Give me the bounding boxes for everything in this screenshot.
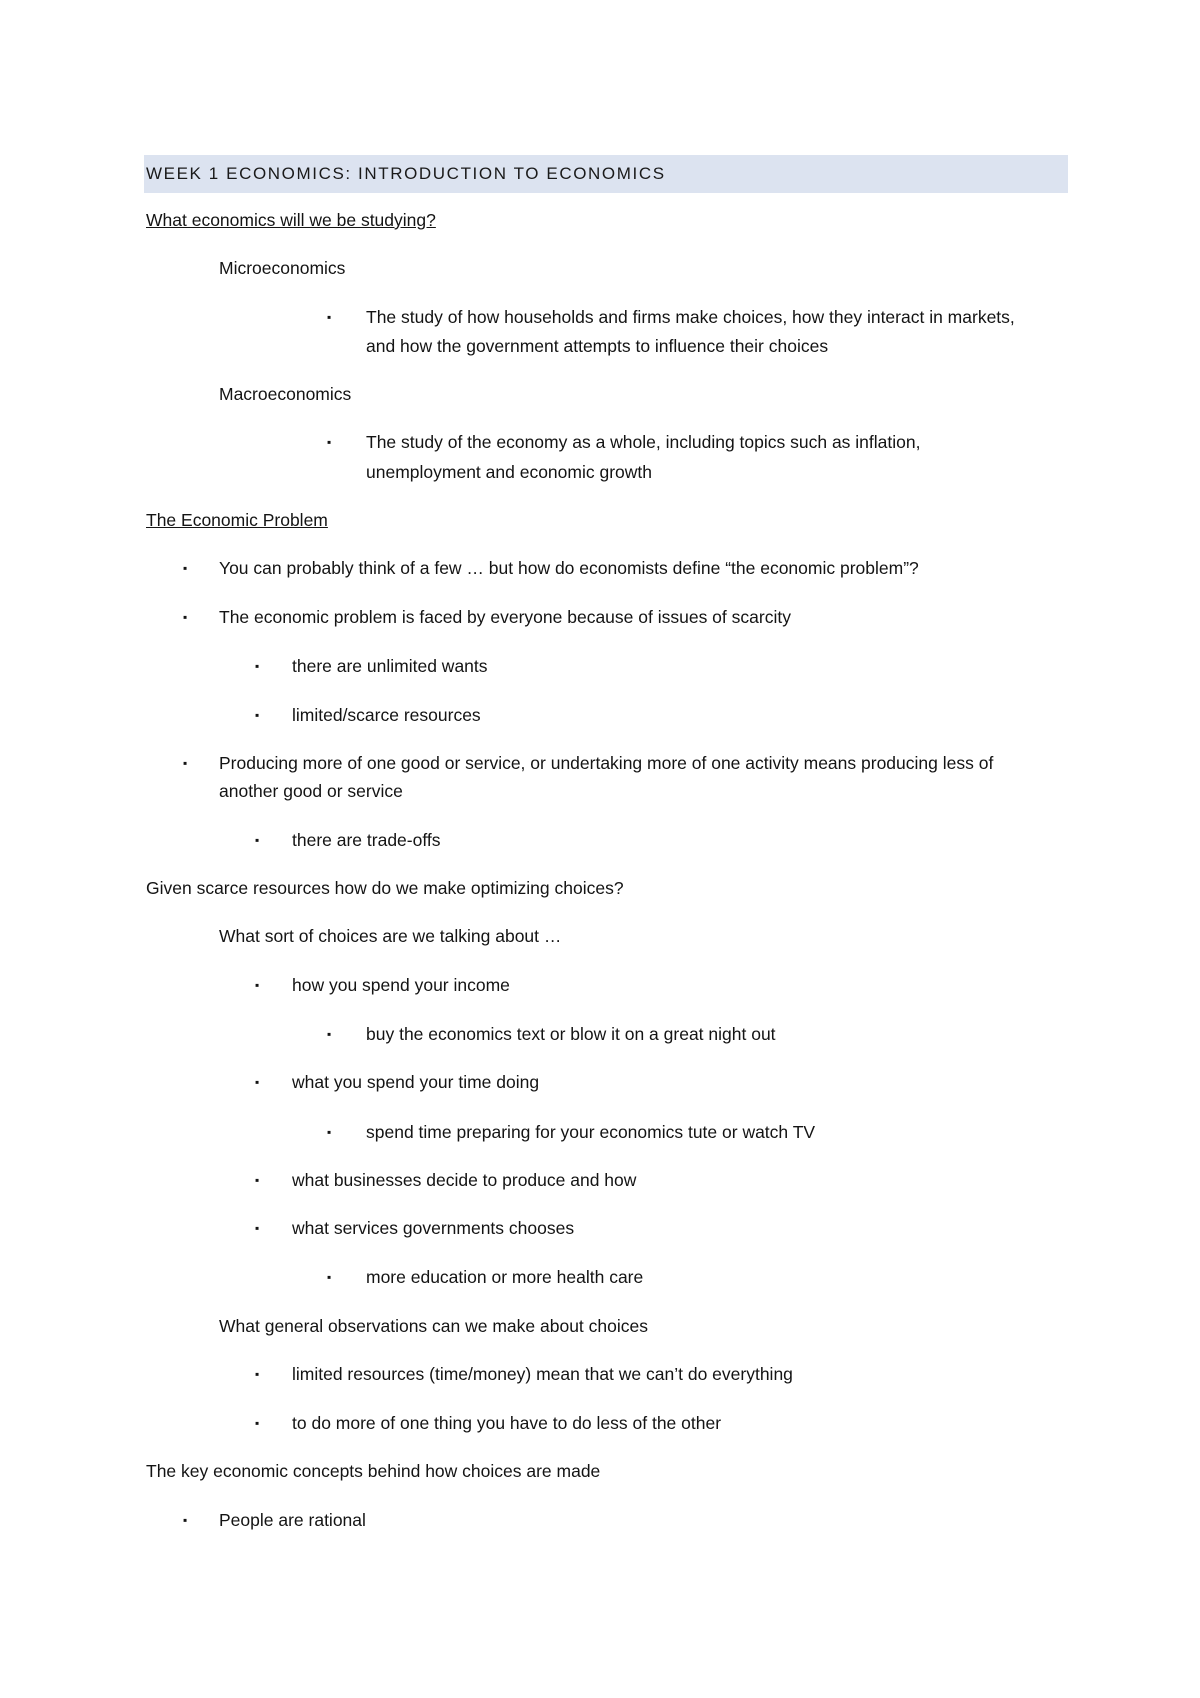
bullet-icon: ▪ — [183, 756, 188, 770]
bullet-icon: ▪ — [327, 1027, 332, 1041]
bullet-icon: ▪ — [255, 978, 260, 992]
heading-key-concepts: The key economic concepts behind how choices are made — [146, 1461, 601, 1481]
observation-item: to do more of one thing you have to do less of the other — [292, 1413, 722, 1433]
choices-label: What sort of choices are we talking about … — [219, 926, 562, 946]
heading-optimizing-choices: Given scarce resources how do we make optimizing choices? — [146, 878, 624, 898]
micro-definition-line-1: The study of how households and firms make choices, how they interact in markets, — [366, 307, 1015, 327]
bullet-icon: ▪ — [255, 1221, 260, 1235]
choice-item: how you spend your income — [292, 975, 510, 995]
bullet-icon: ▪ — [183, 610, 188, 624]
bullet-icon: ▪ — [327, 310, 332, 324]
bullet-icon: ▪ — [183, 561, 188, 575]
macro-label: Macroeconomics — [219, 384, 352, 404]
choice-subitem: more education or more health care — [366, 1267, 644, 1287]
heading-studying: What economics will we be studying? — [146, 210, 436, 230]
bullet-icon: ▪ — [183, 1513, 188, 1527]
document-title: WEEK 1 ECONOMICS: INTRODUCTION TO ECONOMICS — [146, 164, 666, 183]
macro-definition-line-2: unemployment and economic growth — [366, 462, 652, 482]
choice-item: what you spend your time doing — [292, 1072, 540, 1092]
bullet-icon: ▪ — [255, 833, 260, 847]
problem-item-line-2: another good or service — [219, 781, 403, 801]
problem-subitem: limited/scarce resources — [292, 705, 481, 725]
problem-subitem: there are unlimited wants — [292, 656, 488, 676]
macro-definition-line-1: The study of the economy as a whole, including topics such as inflation, — [366, 432, 921, 452]
heading-economic-problem: The Economic Problem — [146, 510, 328, 530]
bullet-icon: ▪ — [255, 1173, 260, 1187]
problem-item: You can probably think of a few … but how do economists define “the economic problem”? — [219, 558, 919, 578]
bullet-icon: ▪ — [255, 1367, 260, 1381]
bullet-icon: ▪ — [255, 708, 260, 722]
problem-item-line-1: Producing more of one good or service, or undertaking more of one activity means producing less of — [219, 753, 994, 773]
bullet-icon: ▪ — [327, 1125, 332, 1139]
bullet-icon: ▪ — [327, 435, 332, 449]
choice-item: what businesses decide to produce and how — [292, 1170, 637, 1190]
observation-item: limited resources (time/money) mean that we can’t do everything — [292, 1364, 793, 1384]
bullet-icon: ▪ — [327, 1270, 332, 1284]
observations-label: What general observations can we make about choices — [219, 1316, 648, 1336]
problem-subitem: there are trade-offs — [292, 830, 441, 850]
choice-subitem: buy the economics text or blow it on a great night out — [366, 1024, 776, 1044]
concept-item: People are rational — [219, 1510, 366, 1530]
choice-subitem: spend time preparing for your economics tute or watch TV — [366, 1122, 816, 1142]
micro-definition-line-2: and how the government attempts to influence their choices — [366, 336, 829, 356]
micro-label: Microeconomics — [219, 258, 346, 278]
problem-item: The economic problem is faced by everyone because of issues of scarcity — [219, 607, 791, 627]
choice-item: what services governments chooses — [292, 1218, 575, 1238]
bullet-icon: ▪ — [255, 1075, 260, 1089]
bullet-icon: ▪ — [255, 1416, 260, 1430]
bullet-icon: ▪ — [255, 659, 260, 673]
